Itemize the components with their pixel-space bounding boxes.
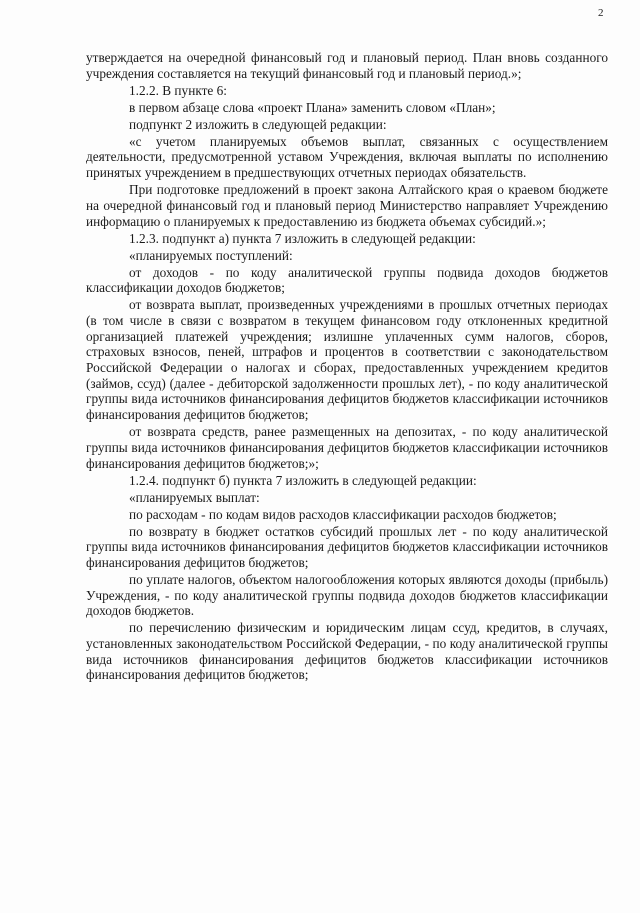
paragraph-planned-receipts: «планируемых поступлений: <box>129 247 293 263</box>
document-body <box>86 50 608 684</box>
paragraph-planned-payments-quote: «с учетом планируемых объемов выплат, связанных с осуществлением деятельности, предусмотренной уставом Учреждения, включая выплаты по исполнению принятых учреждением в предшествующих отчетных периодах обязательств. <box>86 133 608 181</box>
paragraph-planned-expenses: «планируемых выплат: <box>129 489 260 505</box>
page-number: 2 <box>598 7 604 19</box>
paragraph-loan-transfers: по перечислению физическим и юридическим лицам ссуд, кредитов, в случаях, установленных законодательством Российской Федерации, - по коду аналитической группы вида источников финансирования дефицитов бюджетов классификации источников финансирования дефицитов бюджетов; <box>86 620 608 683</box>
paragraph-1-2-2-heading: 1.2.2. В пункте 6: <box>129 82 227 98</box>
paragraph-from-deposits: от возврата средств, ранее размещенных на депозитах, - по коду аналитической группы вида источников финансирования дефицитов бюджетов классификации источников финансирования дефицитов бюджетов;»; <box>86 424 608 471</box>
paragraph-budget-law-proposal: При подготовке предложений в проект закона Алтайского края о краевом бюджете на очередной финансовый год и плановый период Министерство направляет Учреждению информацию о планируемых к предоставлению из бюджета объемах субсидий.»; <box>86 182 608 229</box>
paragraph-from-income: от доходов - по коду аналитической группы подвида доходов бюджетов классификации доходов бюджетов; <box>86 264 608 296</box>
paragraph-replace-words: в первом абзаце слова «проект Плана» заменить словом «План»; <box>129 99 496 115</box>
paragraph-continuation: утверждается на очередной финансовый год и плановый период. План вновь созданного учреждения составляется на текущий финансовый год и плановый период.»; <box>86 50 608 81</box>
paragraph-tax-payment: по уплате налогов, объектом налогообложения которых являются доходы (прибыль) Учреждения, - по коду аналитической группы подвида доходов бюджетов классификации доходов бюджетов. <box>86 571 608 619</box>
paragraph-return-subsidies: по возврату в бюджет остатков субсидий прошлых лет - по коду аналитической группы вида источников финансирования дефицитов бюджетов классификации источников финансирования дефицитов бюджетов; <box>86 523 608 570</box>
paragraph-from-refund-payments: от возврата выплат, произведенных учреждениями в прошлых отчетных периодах (в том числе в связи с возвратом в текущем финансовом году отклоненных кредитной организацией платежей учреждения; излишне уплаченных сумм налогов, сборов, страховых взносов, пеней, штрафов и процентов в соответствии с законодательством Российской Федерации о налогах и сборах, предоставленных учреждением кредитов (займов, ссуд) (далее - дебиторской задолженности прошлых лет), - по коду аналитической группы вида источников финансирования дефицитов бюджетов классификации источников финансирования дефицитов бюджетов; <box>86 297 608 423</box>
paragraph-1-2-4-heading: 1.2.4. подпункт б) пункта 7 изложить в следующей редакции: <box>129 472 477 488</box>
paragraph-by-expenses: по расходам - по кодам видов расходов классификации расходов бюджетов; <box>129 506 557 522</box>
paragraph-subitem-2-intro: подпункт 2 изложить в следующей редакции: <box>129 116 387 132</box>
paragraph-1-2-3-heading: 1.2.3. подпункт а) пункта 7 изложить в следующей редакции: <box>129 230 476 246</box>
